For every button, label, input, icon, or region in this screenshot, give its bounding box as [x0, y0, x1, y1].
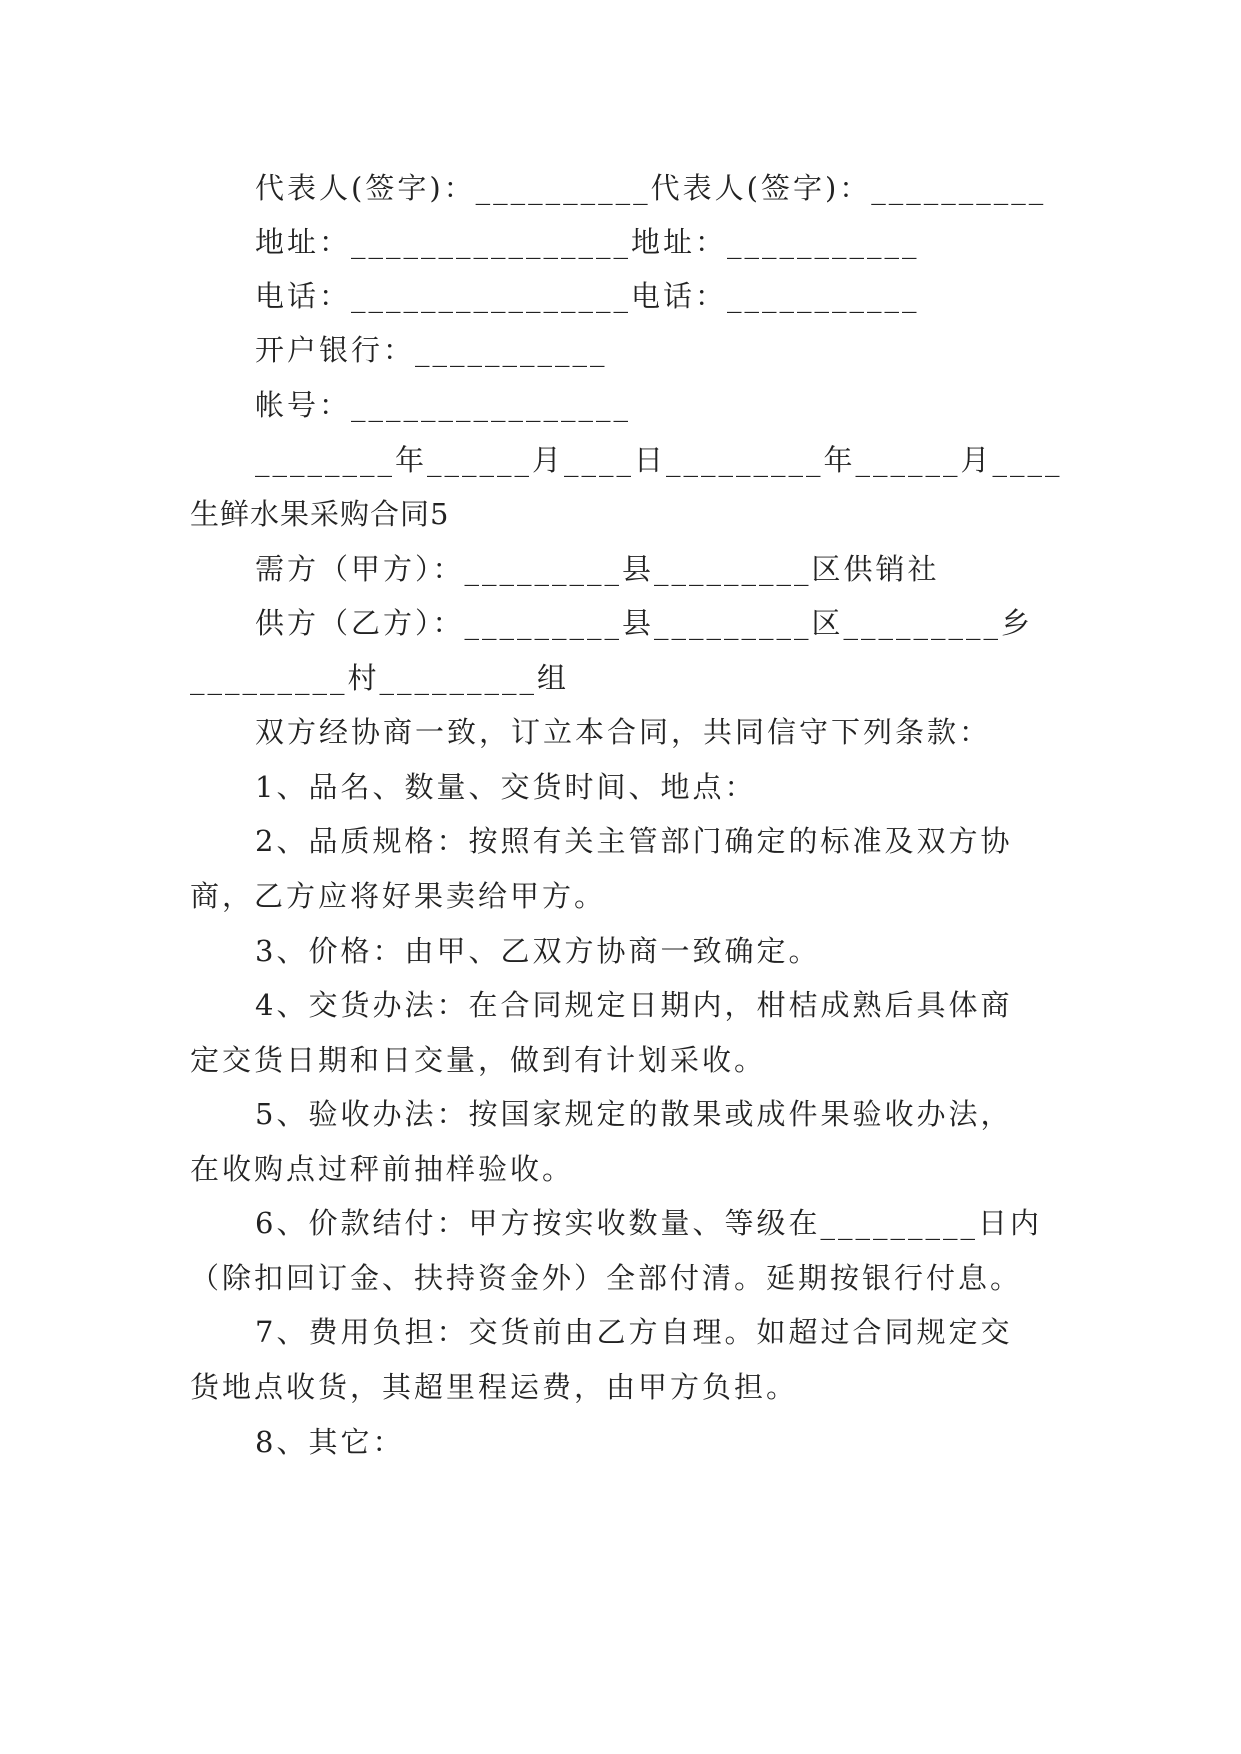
clause-7: 7、费用负担：交货前由乙方自理。如超过合同规定交: [255, 1315, 1013, 1349]
intro-paragraph: 双方经协商一致，订立本合同，共同信守下列条款：: [255, 715, 992, 749]
account-line: 帐号：________________: [255, 388, 632, 422]
representative-signature-line: 代表人(签字)：__________代表人(签字)：__________: [255, 171, 1047, 205]
clause-2: 2、品质规格：按照有关主管部门确定的标准及双方协: [255, 824, 1013, 858]
clause-6: 6、价款结付：甲方按实收数量、等级在_________日内: [255, 1206, 1042, 1240]
clause-1: 1、品名、数量、交货时间、地点：: [255, 770, 757, 804]
supplier-line: 供方（乙方）：_________县_________区_________乡: [255, 606, 1034, 640]
clause-8: 8、其它：: [255, 1425, 405, 1459]
date-line: ________年______月____日_________年______月____: [255, 443, 1063, 477]
phone-line: 电话：________________电话：___________: [255, 279, 920, 313]
clause-5: 5、验收办法：按国家规定的散果或成件果验收办法，: [255, 1097, 1013, 1131]
bank-line: 开户银行：___________: [255, 333, 608, 367]
clause-5-cont: 在收购点过秤前抽样验收。: [190, 1152, 575, 1186]
buyer-line: 需方（甲方）：_________县_________区供销社: [255, 552, 940, 586]
clause-4: 4、交货办法：在合同规定日期内，柑桔成熟后具体商: [255, 988, 1013, 1022]
address-line: 地址：________________地址：___________: [255, 225, 920, 259]
section-title: 生鲜水果采购合同5: [190, 497, 450, 531]
supplier-line-cont: _________村_________组: [190, 661, 570, 695]
clause-2-cont: 商，乙方应将好果卖给甲方。: [190, 879, 607, 913]
clause-4-cont: 定交货日期和日交量，做到有计划采收。: [190, 1043, 767, 1077]
clause-7-cont: 货地点收货，其超里程运费，由甲方负担。: [190, 1370, 799, 1404]
clause-3: 3、价格：由甲、乙双方协商一致确定。: [255, 934, 821, 968]
clause-6-cont: （除扣回订金、扶持资金外）全部付清。延期按银行付息。: [190, 1261, 1023, 1295]
